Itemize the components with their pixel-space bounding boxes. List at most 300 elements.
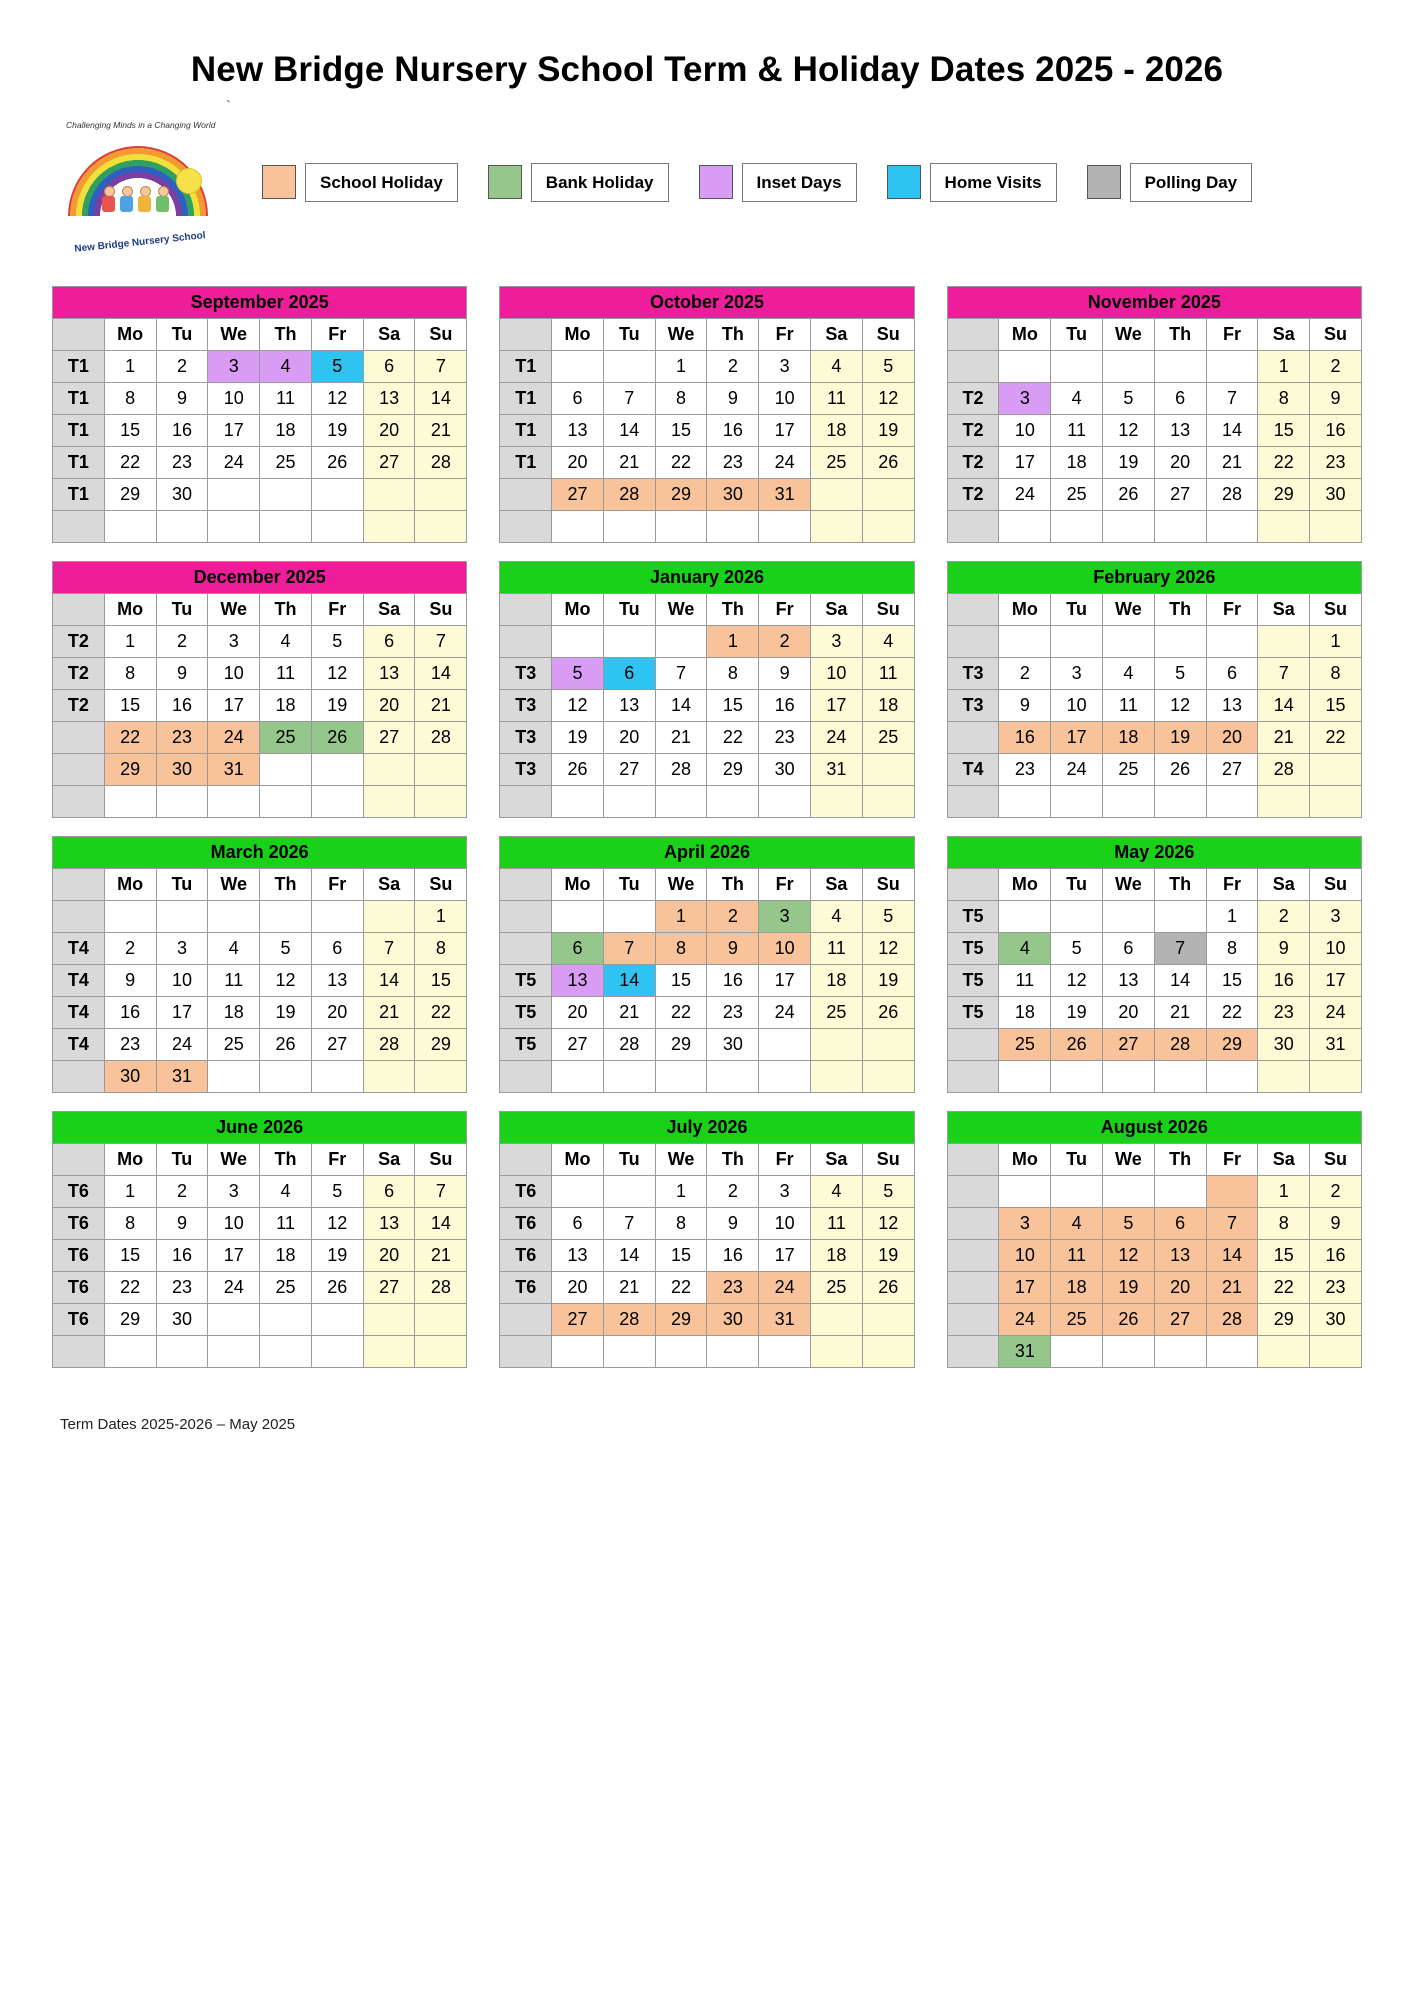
term-label: T2 <box>53 690 105 722</box>
week-row <box>500 690 914 722</box>
day-cell <box>260 1336 312 1368</box>
day-cell <box>156 901 208 933</box>
day-cell <box>260 786 312 818</box>
month-table <box>52 561 467 818</box>
day-cell: 9 <box>759 658 811 690</box>
day-cell <box>552 1176 604 1208</box>
day-cell: 13 <box>1206 690 1258 722</box>
week-row <box>500 626 914 658</box>
day-cell <box>603 626 655 658</box>
swatch-school-holiday <box>262 165 296 199</box>
day-cell <box>862 1029 914 1061</box>
day-cell <box>999 351 1051 383</box>
day-cell: 10 <box>811 658 863 690</box>
day-cell: 1 <box>415 901 467 933</box>
week-row <box>947 1272 1361 1304</box>
day-cell: 12 <box>311 1208 363 1240</box>
day-cell: 16 <box>707 415 759 447</box>
day-cell: 6 <box>603 658 655 690</box>
term-label: T2 <box>947 479 999 511</box>
day-cell <box>363 1061 415 1093</box>
day-cell <box>260 511 312 543</box>
day-cell: 27 <box>363 1272 415 1304</box>
day-cell: 26 <box>311 722 363 754</box>
dow-header-th: Th <box>707 1144 759 1176</box>
week-row <box>947 1240 1361 1272</box>
day-cell <box>1206 1336 1258 1368</box>
day-cell: 25 <box>1103 754 1155 786</box>
day-cell: 13 <box>363 1208 415 1240</box>
day-cell: 15 <box>1258 1240 1310 1272</box>
day-cell: 21 <box>1206 1272 1258 1304</box>
day-cell: 9 <box>999 690 1051 722</box>
day-cell: 1 <box>1310 626 1362 658</box>
day-cell <box>862 1061 914 1093</box>
day-cell: 26 <box>1103 1304 1155 1336</box>
day-cell: 5 <box>552 658 604 690</box>
term-label: T5 <box>947 901 999 933</box>
day-cell <box>552 511 604 543</box>
day-cell: 15 <box>104 1240 156 1272</box>
day-cell: 16 <box>156 1240 208 1272</box>
day-cell: 18 <box>260 1240 312 1272</box>
day-cell <box>1103 1336 1155 1368</box>
week-row <box>53 1176 467 1208</box>
dow-header-mo: Mo <box>999 319 1051 351</box>
day-cell: 3 <box>156 933 208 965</box>
dow-header-sa: Sa <box>1258 594 1310 626</box>
day-cell: 9 <box>156 658 208 690</box>
day-cell <box>311 1304 363 1336</box>
day-cell <box>311 479 363 511</box>
day-cell <box>999 786 1051 818</box>
week-row <box>947 1061 1361 1093</box>
term-label <box>947 511 999 543</box>
day-cell: 10 <box>759 933 811 965</box>
day-cell: 11 <box>811 933 863 965</box>
dow-header-th: Th <box>1154 319 1206 351</box>
day-cell: 3 <box>811 626 863 658</box>
day-cell: 15 <box>1310 690 1362 722</box>
day-cell <box>311 1061 363 1093</box>
month-block <box>499 286 914 543</box>
week-row <box>53 351 467 383</box>
day-cell: 23 <box>707 1272 759 1304</box>
day-cell: 13 <box>363 658 415 690</box>
day-cell <box>1154 901 1206 933</box>
day-cell: 8 <box>1258 383 1310 415</box>
day-cell: 7 <box>1206 1208 1258 1240</box>
day-cell: 14 <box>1206 415 1258 447</box>
month-table <box>947 836 1362 1093</box>
day-cell: 21 <box>655 722 707 754</box>
dow-header-th: Th <box>260 869 312 901</box>
term-label: T1 <box>53 383 105 415</box>
term-label <box>500 1061 552 1093</box>
month-table <box>499 286 914 543</box>
swatch-polling-day <box>1087 165 1121 199</box>
day-cell: 18 <box>862 690 914 722</box>
dow-header-sa: Sa <box>363 869 415 901</box>
term-label: T6 <box>500 1208 552 1240</box>
month-block <box>499 1111 914 1368</box>
day-cell: 17 <box>999 1272 1051 1304</box>
day-cell <box>862 754 914 786</box>
day-cell: 18 <box>260 415 312 447</box>
day-cell <box>208 511 260 543</box>
legend-label-polling-day: Polling Day <box>1130 163 1253 202</box>
day-cell <box>603 901 655 933</box>
day-cell: 4 <box>1051 383 1103 415</box>
day-cell: 15 <box>707 690 759 722</box>
day-cell: 23 <box>1258 997 1310 1029</box>
day-cell: 16 <box>707 965 759 997</box>
month-block <box>52 836 467 1093</box>
day-cell: 30 <box>156 754 208 786</box>
dow-header-fr: Fr <box>1206 1144 1258 1176</box>
day-cell <box>707 1061 759 1093</box>
dow-header-mo: Mo <box>552 1144 604 1176</box>
week-row <box>53 754 467 786</box>
dow-header-we: We <box>1103 319 1155 351</box>
day-cell <box>208 1336 260 1368</box>
swatch-inset-days <box>699 165 733 199</box>
day-cell: 23 <box>707 447 759 479</box>
term-label <box>947 1304 999 1336</box>
term-label <box>500 901 552 933</box>
day-cell: 27 <box>552 1029 604 1061</box>
day-cell: 30 <box>104 1061 156 1093</box>
day-cell: 4 <box>811 351 863 383</box>
term-label: T1 <box>53 447 105 479</box>
dow-header-we: We <box>208 594 260 626</box>
dow-header-mo: Mo <box>552 869 604 901</box>
dow-header-th: Th <box>1154 594 1206 626</box>
week-row <box>53 658 467 690</box>
term-label <box>500 479 552 511</box>
day-cell <box>1154 1061 1206 1093</box>
day-cell <box>311 511 363 543</box>
week-row <box>53 1304 467 1336</box>
day-cell: 19 <box>1051 997 1103 1029</box>
day-cell: 16 <box>156 690 208 722</box>
month-table <box>947 1111 1362 1368</box>
day-cell: 2 <box>999 658 1051 690</box>
day-cell <box>811 1336 863 1368</box>
day-cell: 19 <box>552 722 604 754</box>
day-cell: 1 <box>1258 351 1310 383</box>
dow-header-su: Su <box>862 594 914 626</box>
day-cell: 12 <box>260 965 312 997</box>
day-cell: 30 <box>707 1304 759 1336</box>
dow-header-su: Su <box>415 869 467 901</box>
day-cell: 18 <box>208 997 260 1029</box>
legend-label-inset-days: Inset Days <box>742 163 857 202</box>
day-cell: 6 <box>1154 1208 1206 1240</box>
day-cell: 24 <box>759 1272 811 1304</box>
term-label: T2 <box>53 658 105 690</box>
day-cell: 4 <box>1051 1208 1103 1240</box>
day-cell <box>1206 351 1258 383</box>
day-cell: 5 <box>311 1176 363 1208</box>
month-block <box>947 836 1362 1093</box>
week-row <box>947 626 1361 658</box>
day-cell: 22 <box>655 447 707 479</box>
day-cell: 5 <box>1154 658 1206 690</box>
term-label: T1 <box>53 351 105 383</box>
day-cell <box>1051 1176 1103 1208</box>
term-column-header <box>53 319 105 351</box>
day-cell: 31 <box>999 1336 1051 1368</box>
day-cell: 1 <box>104 626 156 658</box>
week-row <box>947 722 1361 754</box>
week-row <box>947 933 1361 965</box>
day-cell: 20 <box>603 722 655 754</box>
day-cell: 31 <box>156 1061 208 1093</box>
day-cell: 15 <box>415 965 467 997</box>
day-cell: 13 <box>311 965 363 997</box>
day-cell <box>655 1336 707 1368</box>
day-cell: 14 <box>363 965 415 997</box>
dow-header-sa: Sa <box>363 1144 415 1176</box>
day-cell: 24 <box>156 1029 208 1061</box>
day-cell <box>655 1061 707 1093</box>
day-cell: 22 <box>104 722 156 754</box>
dow-header-tu: Tu <box>603 594 655 626</box>
day-cell <box>1051 1061 1103 1093</box>
day-cell <box>208 1304 260 1336</box>
day-cell <box>363 1304 415 1336</box>
day-cell <box>811 511 863 543</box>
day-cell: 13 <box>552 1240 604 1272</box>
day-cell: 16 <box>1310 415 1362 447</box>
day-cell <box>1103 1061 1155 1093</box>
day-cell: 19 <box>862 1240 914 1272</box>
day-cell: 8 <box>655 383 707 415</box>
day-cell: 5 <box>1051 933 1103 965</box>
day-cell <box>655 626 707 658</box>
day-cell <box>1051 351 1103 383</box>
term-label <box>500 1304 552 1336</box>
day-cell <box>104 901 156 933</box>
term-label <box>53 1336 105 1368</box>
term-label <box>53 722 105 754</box>
logo-school-name: New Bridge Nursery School <box>73 230 207 255</box>
day-cell: 26 <box>260 1029 312 1061</box>
day-cell <box>415 479 467 511</box>
dow-header-su: Su <box>415 1144 467 1176</box>
day-cell: 8 <box>1258 1208 1310 1240</box>
day-cell: 16 <box>707 1240 759 1272</box>
day-cell <box>1051 786 1103 818</box>
day-cell <box>1154 786 1206 818</box>
day-cell: 23 <box>759 722 811 754</box>
day-cell: 7 <box>363 933 415 965</box>
dow-header-we: We <box>1103 594 1155 626</box>
week-row <box>500 415 914 447</box>
day-cell: 3 <box>1051 658 1103 690</box>
day-cell: 12 <box>1103 1240 1155 1272</box>
day-cell: 4 <box>811 1176 863 1208</box>
day-cell: 30 <box>1258 1029 1310 1061</box>
month-title: September 2025 <box>53 287 467 319</box>
day-cell: 20 <box>552 447 604 479</box>
dow-header-we: We <box>655 1144 707 1176</box>
week-row <box>53 933 467 965</box>
dow-header-tu: Tu <box>603 1144 655 1176</box>
day-cell: 22 <box>104 447 156 479</box>
day-cell <box>811 786 863 818</box>
dow-header-su: Su <box>862 869 914 901</box>
day-cell <box>862 786 914 818</box>
sun-icon <box>176 168 202 194</box>
day-cell: 23 <box>156 722 208 754</box>
day-cell <box>655 511 707 543</box>
day-cell <box>104 786 156 818</box>
day-cell: 28 <box>1206 1304 1258 1336</box>
term-label <box>947 1272 999 1304</box>
week-row <box>500 754 914 786</box>
term-label <box>947 1336 999 1368</box>
day-cell <box>311 1336 363 1368</box>
dow-header-sa: Sa <box>363 594 415 626</box>
term-label <box>947 722 999 754</box>
day-cell <box>811 1061 863 1093</box>
term-label: T3 <box>947 690 999 722</box>
week-row <box>53 722 467 754</box>
day-cell: 16 <box>104 997 156 1029</box>
day-cell <box>1310 1061 1362 1093</box>
term-label: T5 <box>947 997 999 1029</box>
day-cell <box>311 901 363 933</box>
dow-header-th: Th <box>1154 869 1206 901</box>
day-cell: 6 <box>363 1176 415 1208</box>
term-label: T3 <box>500 658 552 690</box>
day-cell: 5 <box>862 901 914 933</box>
week-row <box>53 626 467 658</box>
day-cell: 12 <box>862 933 914 965</box>
day-cell: 4 <box>1103 658 1155 690</box>
day-cell <box>156 786 208 818</box>
day-cell: 7 <box>415 1176 467 1208</box>
month-title: August 2026 <box>947 1112 1361 1144</box>
day-cell <box>363 479 415 511</box>
day-cell: 25 <box>260 447 312 479</box>
day-cell: 24 <box>811 722 863 754</box>
dow-header-tu: Tu <box>1051 319 1103 351</box>
day-cell: 13 <box>552 415 604 447</box>
day-cell: 8 <box>104 1208 156 1240</box>
term-column-header <box>500 869 552 901</box>
term-label <box>500 511 552 543</box>
dow-header-we: We <box>655 869 707 901</box>
day-cell: 20 <box>552 997 604 1029</box>
term-label: T4 <box>53 933 105 965</box>
dow-header-we: We <box>208 319 260 351</box>
term-label: T6 <box>53 1272 105 1304</box>
day-cell: 19 <box>1154 722 1206 754</box>
day-cell: 18 <box>811 1240 863 1272</box>
dow-header-th: Th <box>260 319 312 351</box>
day-cell: 14 <box>655 690 707 722</box>
legend-items <box>262 163 1362 202</box>
term-label: T3 <box>500 722 552 754</box>
day-cell: 27 <box>1103 1029 1155 1061</box>
day-cell: 22 <box>104 1272 156 1304</box>
day-cell: 9 <box>1258 933 1310 965</box>
day-cell: 4 <box>811 901 863 933</box>
day-cell: 20 <box>552 1272 604 1304</box>
day-cell <box>862 1304 914 1336</box>
day-cell: 26 <box>311 1272 363 1304</box>
day-cell: 1 <box>1258 1176 1310 1208</box>
dow-header-fr: Fr <box>759 869 811 901</box>
day-cell <box>311 754 363 786</box>
day-cell: 9 <box>707 933 759 965</box>
term-label <box>947 1029 999 1061</box>
legend-label-bank-holiday: Bank Holiday <box>531 163 669 202</box>
day-cell: 15 <box>1258 415 1310 447</box>
term-column-header <box>53 594 105 626</box>
day-cell: 19 <box>260 997 312 1029</box>
month-title: December 2025 <box>53 562 467 594</box>
day-cell <box>415 754 467 786</box>
week-row <box>500 1304 914 1336</box>
day-cell: 28 <box>363 1029 415 1061</box>
day-cell: 25 <box>1051 1304 1103 1336</box>
day-cell: 15 <box>104 690 156 722</box>
legend-item-bank-holiday <box>488 163 669 202</box>
day-cell: 27 <box>1154 1304 1206 1336</box>
day-cell: 14 <box>603 415 655 447</box>
dow-header-mo: Mo <box>104 1144 156 1176</box>
day-cell: 1 <box>1206 901 1258 933</box>
day-cell <box>260 754 312 786</box>
dow-header-fr: Fr <box>759 319 811 351</box>
day-cell: 11 <box>1103 690 1155 722</box>
month-table <box>947 286 1362 543</box>
dow-header-mo: Mo <box>104 319 156 351</box>
day-cell <box>1103 786 1155 818</box>
day-cell <box>208 901 260 933</box>
day-cell <box>552 901 604 933</box>
term-label: T3 <box>500 690 552 722</box>
month-block <box>52 1111 467 1368</box>
dow-header-we: We <box>1103 869 1155 901</box>
day-cell <box>1310 754 1362 786</box>
day-cell: 14 <box>415 1208 467 1240</box>
day-cell: 22 <box>1258 447 1310 479</box>
dow-header-su: Su <box>1310 1144 1362 1176</box>
day-cell: 24 <box>999 1304 1051 1336</box>
day-cell: 6 <box>1103 933 1155 965</box>
day-cell: 8 <box>655 1208 707 1240</box>
day-cell: 28 <box>1258 754 1310 786</box>
day-cell: 22 <box>655 1272 707 1304</box>
dow-header-we: We <box>208 1144 260 1176</box>
day-cell: 10 <box>759 1208 811 1240</box>
day-cell <box>811 1304 863 1336</box>
day-cell: 11 <box>999 965 1051 997</box>
day-cell <box>260 479 312 511</box>
stray-tick-mark: ` <box>226 98 231 115</box>
day-cell: 11 <box>260 658 312 690</box>
day-cell <box>603 1176 655 1208</box>
term-label: T1 <box>500 415 552 447</box>
term-label: T2 <box>947 415 999 447</box>
day-cell: 3 <box>208 626 260 658</box>
day-cell: 2 <box>156 1176 208 1208</box>
